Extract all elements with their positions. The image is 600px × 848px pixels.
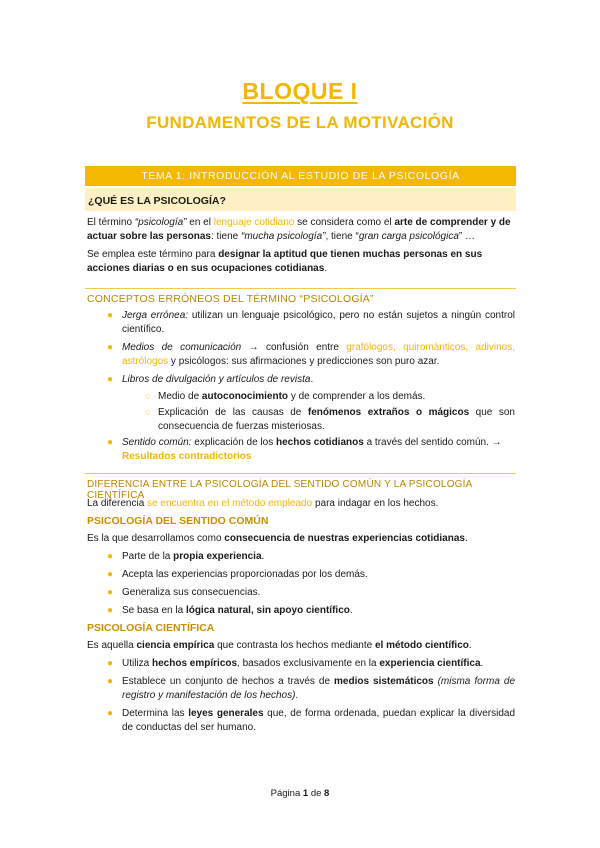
section-heading-que-es: ¿QUÉ ES LA PSICOLOGÍA? xyxy=(88,195,226,207)
list-item-libros: Libros de divulgación y artículos de revista. xyxy=(122,374,314,385)
subheading-sentido-comun: PSICOLOGÍA DEL SENTIDO COMÚN xyxy=(87,515,269,527)
section-divider xyxy=(85,288,516,289)
bullet-icon: ● xyxy=(107,587,114,598)
bullet-icon: ● xyxy=(107,437,114,448)
paragraph-sentido-comun: Es la que desarrollamos como consecuencia de nuestras experiencias cotidianas. xyxy=(87,533,468,544)
list-item-pc3: Determina las leyes generales que, de forma ordenada, puedan explicar la diversidad de conductas del ser humano. xyxy=(122,708,516,733)
sub-item-fenomenos: Explicación de las causas de fenómenos extraños o mágicos que son consecuencia de fuerzas misteriosas. xyxy=(158,407,515,432)
bullet-icon: ● xyxy=(107,310,114,321)
bullet-icon: ● xyxy=(107,708,114,719)
list-item-sc2: Acepta las experiencias proporcionadas por los demás. xyxy=(122,569,368,580)
list-item-medios: Medios de comunicación → confusión entre grafólogos, quiromànticos, adivinos, astrólogos y psicólogos: sus afirmaciones y predicciones son puro azar. xyxy=(122,342,515,367)
list-item-sc4: Se basa en la lógica natural, sin apoyo científico. xyxy=(122,605,353,616)
page-number: Página 1 de 8 xyxy=(270,788,330,799)
subheading-cientifica: PSICOLOGÍA CIENTÍFICA xyxy=(87,622,215,634)
paragraph-diferencia: La diferencia se encuentra en el método empleado para indagar en los hechos. xyxy=(87,498,439,509)
sub-item-autoconocimiento: Medio de autoconocimiento y de comprender a los demás. xyxy=(158,391,426,402)
sub-bullet-icon: ○ xyxy=(145,407,151,417)
paragraph-definition: El término “psicología” en el lenguaje cotidiano se considera como el arte de comprender y de actuar sobre las personas: tiene “mucha psicología”, tiene “gran carga psicológica” … xyxy=(87,217,511,242)
section-heading-conceptos: CONCEPTOS ERRÓNEOS DEL TÉRMINO “PSICOLOGÍA” xyxy=(87,293,374,305)
block-subtitle: FUNDAMENTOS DE LA MOTIVACIÓN xyxy=(146,113,454,132)
block-title: BLOQUE I xyxy=(242,78,358,104)
list-item-sentido-comun: Sentido común: explicación de los hechos cotidianos a través del sentido común. → Resultados contradictorios xyxy=(122,437,502,462)
list-item-pc2: Establece un conjunto de hechos a través de medios sistemáticos (misma forma de registro y manifestación de los hechos). xyxy=(122,676,516,701)
bullet-icon: ● xyxy=(107,551,114,562)
bullet-icon: ● xyxy=(107,676,114,687)
list-item-sc1: Parte de la propia experiencia. xyxy=(122,551,265,562)
section-heading-diferencia: DIFERENCIA ENTRE LA PSICOLOGÍA DEL SENTIDO COMÚN Y LA PSICOLOGÍA CIENTÍFICA xyxy=(87,479,472,501)
paragraph-usage: Se emplea este término para designar la aptitud que tienen muchas personas en sus acciones diarias o en sus ocupaciones cotidianas. xyxy=(87,249,483,274)
topic-banner: TEMA 1: INTRODUCCIÓN AL ESTUDIO DE LA PSICOLOGÍA xyxy=(85,166,516,186)
list-item-pc1: Utiliza hechos empíricos, basados exclusivamente en la experiencia científica. xyxy=(122,658,484,669)
bullet-icon: ● xyxy=(107,342,114,353)
sub-bullet-icon: ○ xyxy=(145,391,151,401)
bullet-icon: ● xyxy=(107,569,114,580)
list-item-sc3: Generaliza sus consecuencias. xyxy=(122,587,261,598)
bullet-icon: ● xyxy=(107,374,114,385)
list-item-jerga: Jerga errónea: utilizan un lenguaje psicológico, pero no están sujetos a ningún control científico. xyxy=(122,310,515,335)
paragraph-cientifica: Es aquella ciencia empírica que contrasta los hechos mediante el método científico. xyxy=(87,640,472,651)
bullet-icon: ● xyxy=(107,658,114,669)
section-divider xyxy=(85,473,516,474)
bullet-icon: ● xyxy=(107,605,114,616)
